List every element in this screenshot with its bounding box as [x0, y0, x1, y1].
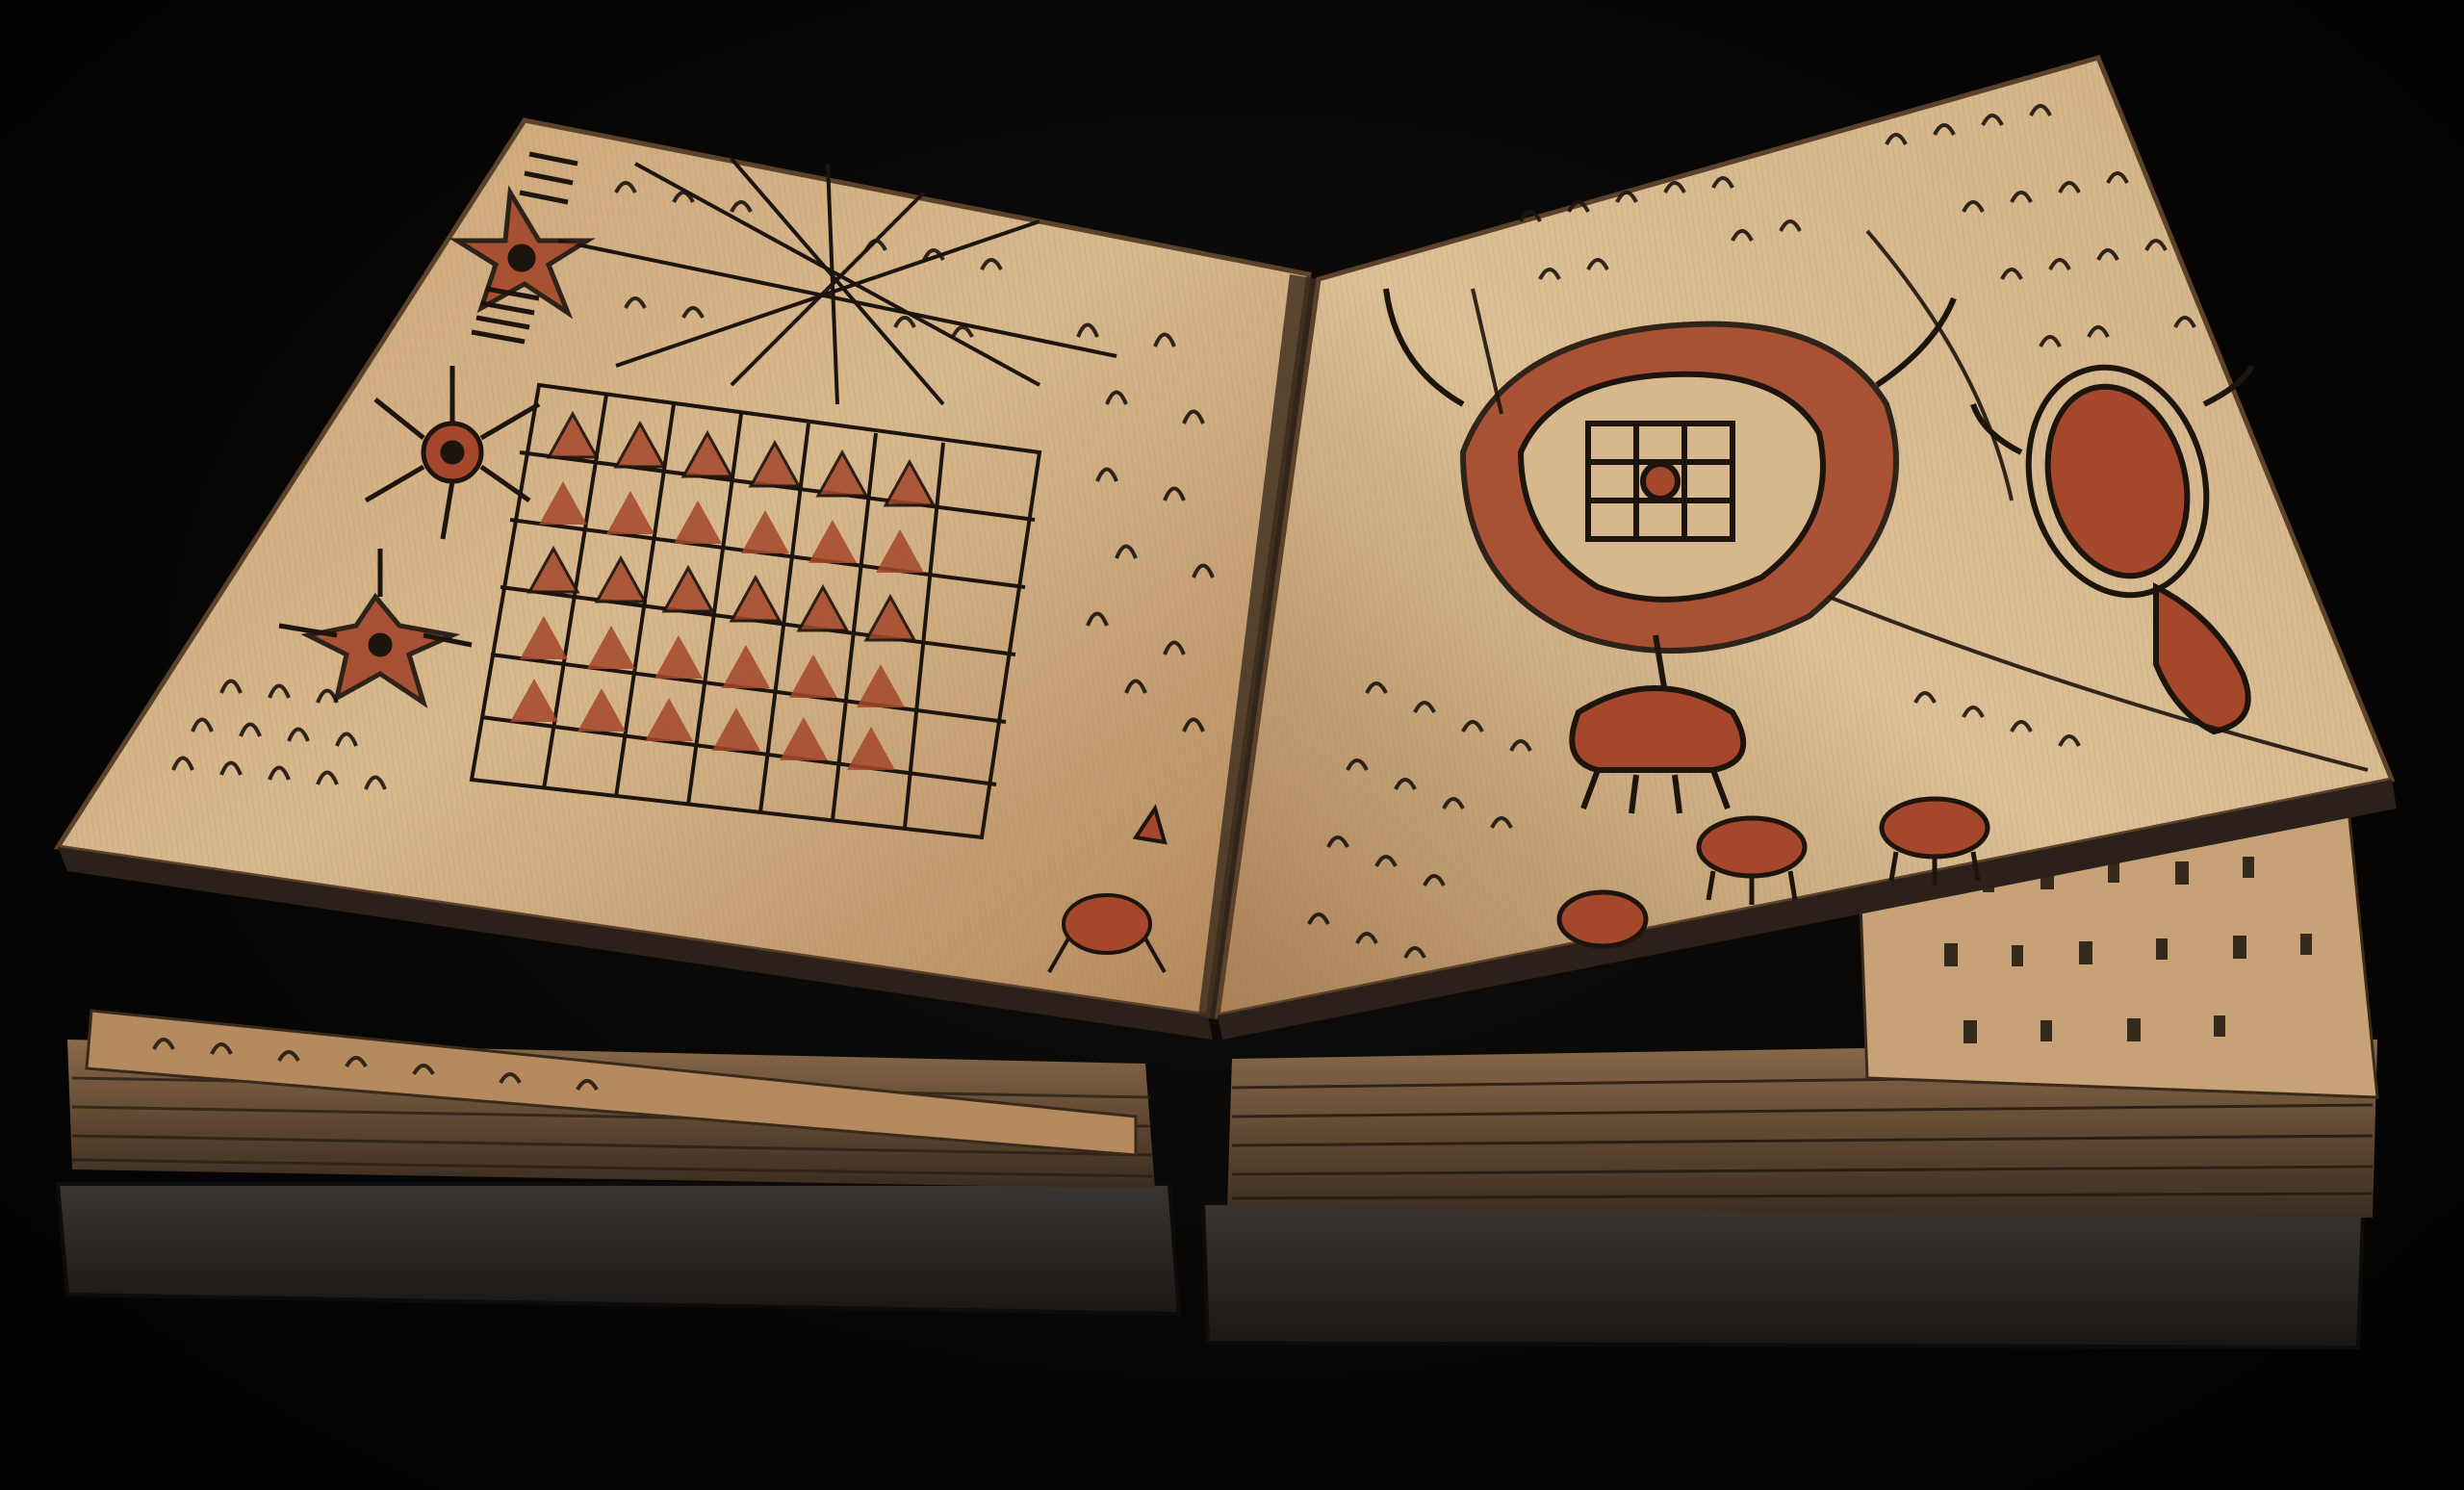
left-open-page [58, 120, 1309, 1040]
right-cover-board [1203, 1203, 2363, 1348]
left-cover-board [58, 1184, 1179, 1314]
left-page-stack [67, 1011, 1155, 1189]
